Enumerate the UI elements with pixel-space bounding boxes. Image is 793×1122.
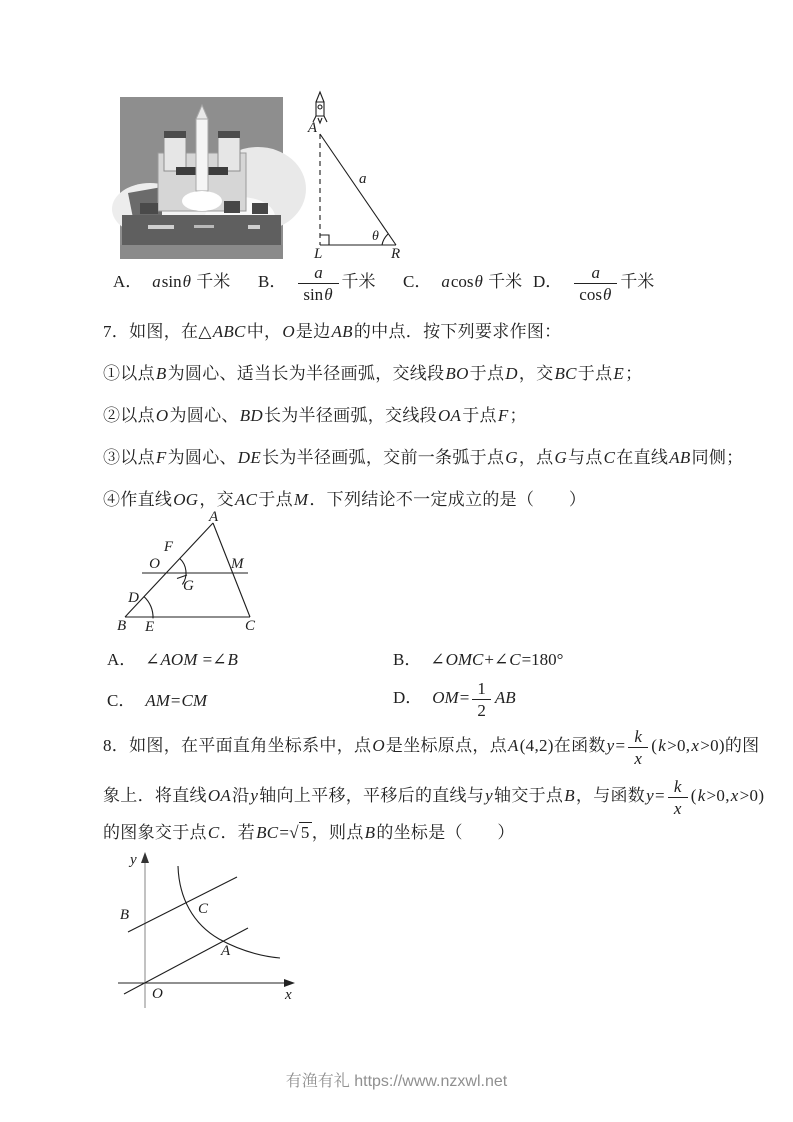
vertex-label-B: B [117, 618, 127, 634]
q8-coordinate-graph [115, 850, 305, 1010]
arc-center-B [144, 597, 153, 619]
q7-option-c [107, 689, 208, 713]
q7-step-2: ②以点O为圆心、BD长为半径画弧，交线段OA于点F； [103, 406, 527, 425]
axis-label-x: x [285, 987, 292, 1003]
rocket-launch-photo [120, 97, 283, 259]
option-text: $\frac{a}{\cos\theta}$ 千米 [571, 272, 654, 291]
option-text: acosθ 千米 [441, 272, 523, 291]
q7-option-b [393, 648, 563, 672]
option-text: asinθ 千米 [152, 272, 231, 291]
option-text: OM= $\frac{1}{2}$ AB [432, 678, 516, 720]
q8-stem-line-1: 8．如图，在平面直角坐标系中，点O是坐标原点，点A(4,2)在函数y= $\frac{k}{x}$ (k>0,x>0)的图 [103, 726, 760, 768]
photo-ship-hull [122, 215, 281, 245]
q6-triangle-diagram [300, 88, 415, 260]
photo-tower-right [218, 137, 240, 171]
option-label: C． [403, 272, 432, 291]
photo-hull-marking [194, 225, 214, 228]
angle-label-theta: θ [372, 229, 379, 244]
q7-stem: 7．如图，在△ABC中，O是边AB的中点．按下列要求作图： [103, 322, 562, 341]
photo-hull-marking [248, 225, 260, 229]
vertex-label-C: C [245, 618, 256, 634]
q6-option-d [533, 260, 654, 304]
option-label: B． [258, 272, 287, 291]
point-label-G: G [183, 578, 194, 594]
footer-watermark: 有渔有礼 https://www.nzxwl.net [285, 1073, 508, 1090]
q7-step-4: ④作直线OG，交AC于点M．下列结论不一定成立的是（ ） [103, 490, 587, 509]
point-label-B: B [119, 907, 129, 923]
q6-option-a [113, 260, 230, 304]
photo-deck-vehicle [252, 203, 268, 214]
option-label: C． [107, 691, 136, 710]
q7-construction-figure [115, 509, 265, 637]
point-label-A: A [221, 943, 231, 959]
point-label-C: C [198, 901, 209, 917]
photo-tower-left [164, 137, 186, 171]
rocket-icon [313, 92, 327, 123]
vertex-label-L: L [314, 246, 323, 262]
vertex-label-R: R [391, 246, 401, 262]
axis-label-y: y [130, 852, 137, 868]
option-label: D． [393, 688, 423, 707]
option-label: A． [113, 272, 143, 291]
q6-option-b [258, 260, 376, 304]
vertex-label-A: A [307, 120, 317, 136]
q8-stem-line-3: 的图象交于点C．若BC=√ 5 ，则点B的坐标是（ ） [103, 823, 515, 842]
x-axis-arrow [284, 979, 295, 987]
photo-hull-marking [148, 225, 174, 229]
origin-label-O: O [152, 986, 163, 1002]
point-label-E: E [145, 619, 155, 635]
point-label-M: M [231, 556, 244, 572]
q6-option-c [403, 260, 522, 304]
vertex-label-A: A [209, 509, 219, 525]
edge-AR-hypotenuse [320, 134, 396, 245]
photo-deck-vehicle [140, 203, 158, 214]
option-label: D． [533, 272, 563, 291]
right-angle-mark [320, 235, 329, 245]
q7-step-3: ③以点F为圆心、DE长为半径画弧，交前一条弧于点G，点G与点C在直线AB同侧； [103, 448, 744, 467]
photo-rocket-body [196, 119, 208, 191]
side-label-a: a [359, 171, 367, 187]
option-text: ∠OMC+∠C=180° [430, 650, 564, 669]
option-text: ∠AOM =∠B [145, 650, 238, 669]
photo-sea [120, 245, 283, 259]
option-text: AM=CM [145, 691, 207, 710]
q8-stem-line-2: 象上．将直线OA沿y轴向上平移，平移后的直线与y轴交于点B，与函数y= $\frac{k}{x}$ (k>0,x>0) [103, 776, 765, 818]
q7-step-1: ①以点B为圆心、适当长为半径画弧，交线段BO于点D，交BC于点E； [103, 364, 643, 383]
y-axis-arrow [141, 852, 149, 863]
line-OA [124, 928, 248, 994]
photo-tower-top [164, 131, 186, 138]
point-label-F: F [163, 539, 173, 555]
option-label: B． [393, 650, 422, 669]
point-label-D: D [128, 590, 139, 606]
photo-deck-vehicle [224, 201, 240, 213]
photo-exhaust-steam [182, 191, 222, 211]
q7-option-a [107, 648, 239, 672]
point-label-O: O [149, 556, 160, 572]
option-text: $\frac{a}{\sin\theta}$ 千米 [295, 272, 375, 291]
angle-theta-arc [382, 234, 388, 245]
option-label: A． [107, 650, 137, 669]
q7-option-d [393, 676, 517, 720]
photo-tower-top [218, 131, 240, 138]
